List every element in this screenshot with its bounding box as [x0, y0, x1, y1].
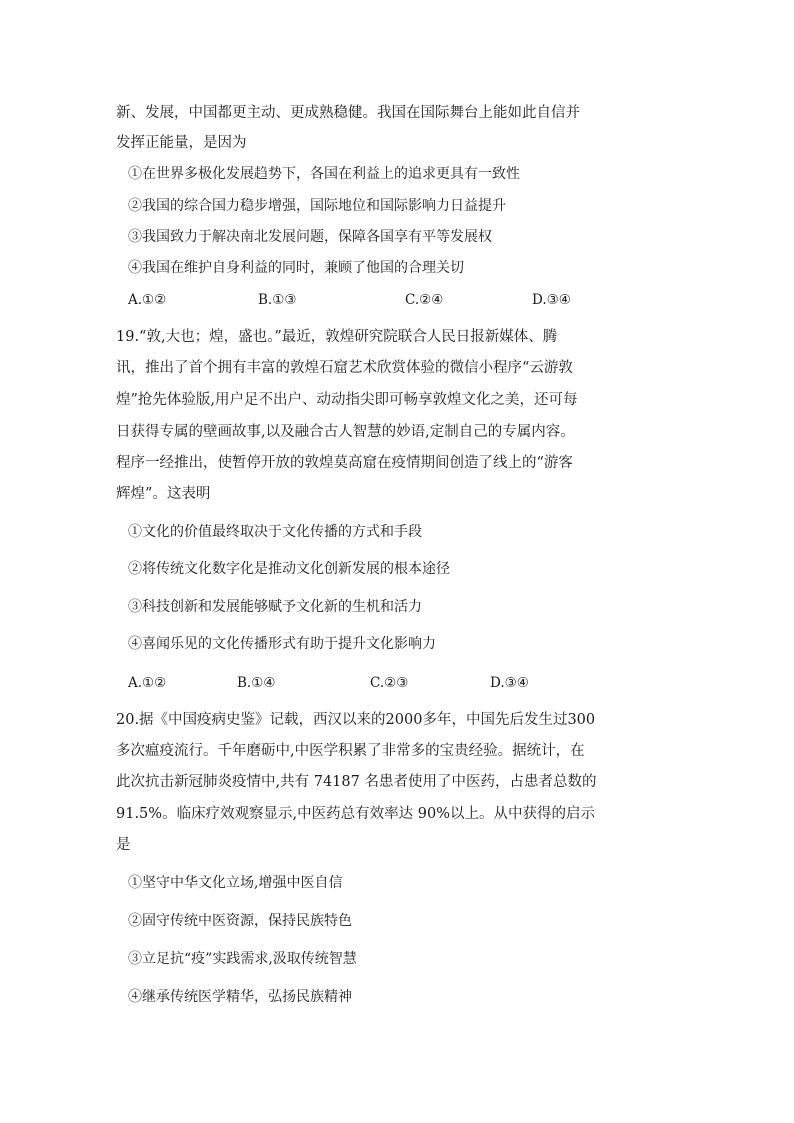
question-18-answer-c: C.②④ — [405, 292, 444, 308]
question-20-option-2: ②固守传统中医资源，保持民族特色 — [128, 913, 352, 929]
question-19-stem-line: 辉煌”。这表明 — [116, 486, 211, 502]
question-18-option-4: ④我国在维护自身利益的同时，兼顾了他国的合理关切 — [128, 260, 464, 276]
question-20-option-3: ③立足抗“疫”实践需求,汲取传统智慧 — [128, 951, 357, 967]
question-20-stem-line: 多次瘟疫流行。千年磨砺中,中医学积累了非常多的宝贵经验。据统计，在 — [116, 743, 585, 759]
question-19-stem-line: 日获得专属的壁画故事,以及融合古人智慧的妙语,定制自己的专属内容。 — [116, 424, 575, 440]
question-18-answer-a: A.①② — [128, 292, 167, 308]
question-20-option-4: ④继承传统医学精华，弘扬民族精神 — [128, 989, 352, 1005]
question-19-option-3: ③科技创新和发展能够赋予文化新的生机和活力 — [128, 599, 422, 615]
question-19-answer-a: A.①② — [128, 675, 167, 691]
question-19-stem-line: 煌”抢先体验版,用户足不出户、动动指尖即可畅享敦煌文化之美，还可每 — [116, 392, 578, 408]
question-18-text-line: 新、发展，中国都更主动、更成熟稳健。我国在国际舞台上能如此自信并 — [116, 105, 580, 121]
question-18-answer-b: B.①③ — [258, 292, 297, 308]
question-20-option-1: ①坚守中华文化立场,增强中医自信 — [128, 875, 343, 891]
question-19-answer-c: C.②③ — [370, 675, 409, 691]
question-19-stem-line: 程序一经推出，使暂停开放的敦煌莫高窟在疫情期间创造了线上的“游客 — [116, 455, 573, 471]
question-18-option-2: ②我国的综合国力稳步增强，国际地位和国际影响力日益提升 — [128, 198, 506, 214]
question-20-stem-line: 20.据《中国疫病史鉴》记载，西汉以来的2000多年，中国先后发生过300 — [116, 712, 596, 728]
question-20-stem-line: 91.5%。临床疗效观察显示,中医药总有效率达 90%以上。从中获得的启示 — [116, 806, 596, 822]
question-19-answer-d: D.③④ — [490, 675, 529, 691]
question-19-stem-line: 讯，推出了首个拥有丰富的敦煌石窟艺术欣赏体验的微信小程序“云游敦 — [116, 360, 573, 376]
question-18-option-1: ①在世界多极化发展趋势下，各国在利益上的追求更具有一致性 — [128, 166, 520, 182]
question-20-stem-line: 此次抗击新冠肺炎疫情中,共有 74187 名患者使用了中医药，占患者总数的 — [116, 774, 597, 790]
question-18-text-line: 发挥正能量，是因为 — [116, 135, 247, 151]
question-19-answer-b: B.①④ — [237, 675, 276, 691]
question-19-option-2: ②将传统文化数字化是推动文化创新发展的根本途径 — [128, 561, 450, 577]
question-18-option-3: ③我国致力于解决南北发展问题，保障各国享有平等发展权 — [128, 229, 492, 245]
question-19-option-4: ④喜闻乐见的文化传播形式有助于提升文化影响力 — [128, 636, 436, 652]
question-19-stem-line: 19.“敦,大也；煌，盛也。”最近，敦煌研究院联合人民日报新媒体、腾 — [116, 329, 558, 345]
question-20-stem-line: 是 — [116, 837, 131, 853]
question-19-option-1: ①文化的价值最终取决于文化传播的方式和手段 — [128, 524, 422, 540]
question-18-answer-d: D.③④ — [532, 292, 571, 308]
